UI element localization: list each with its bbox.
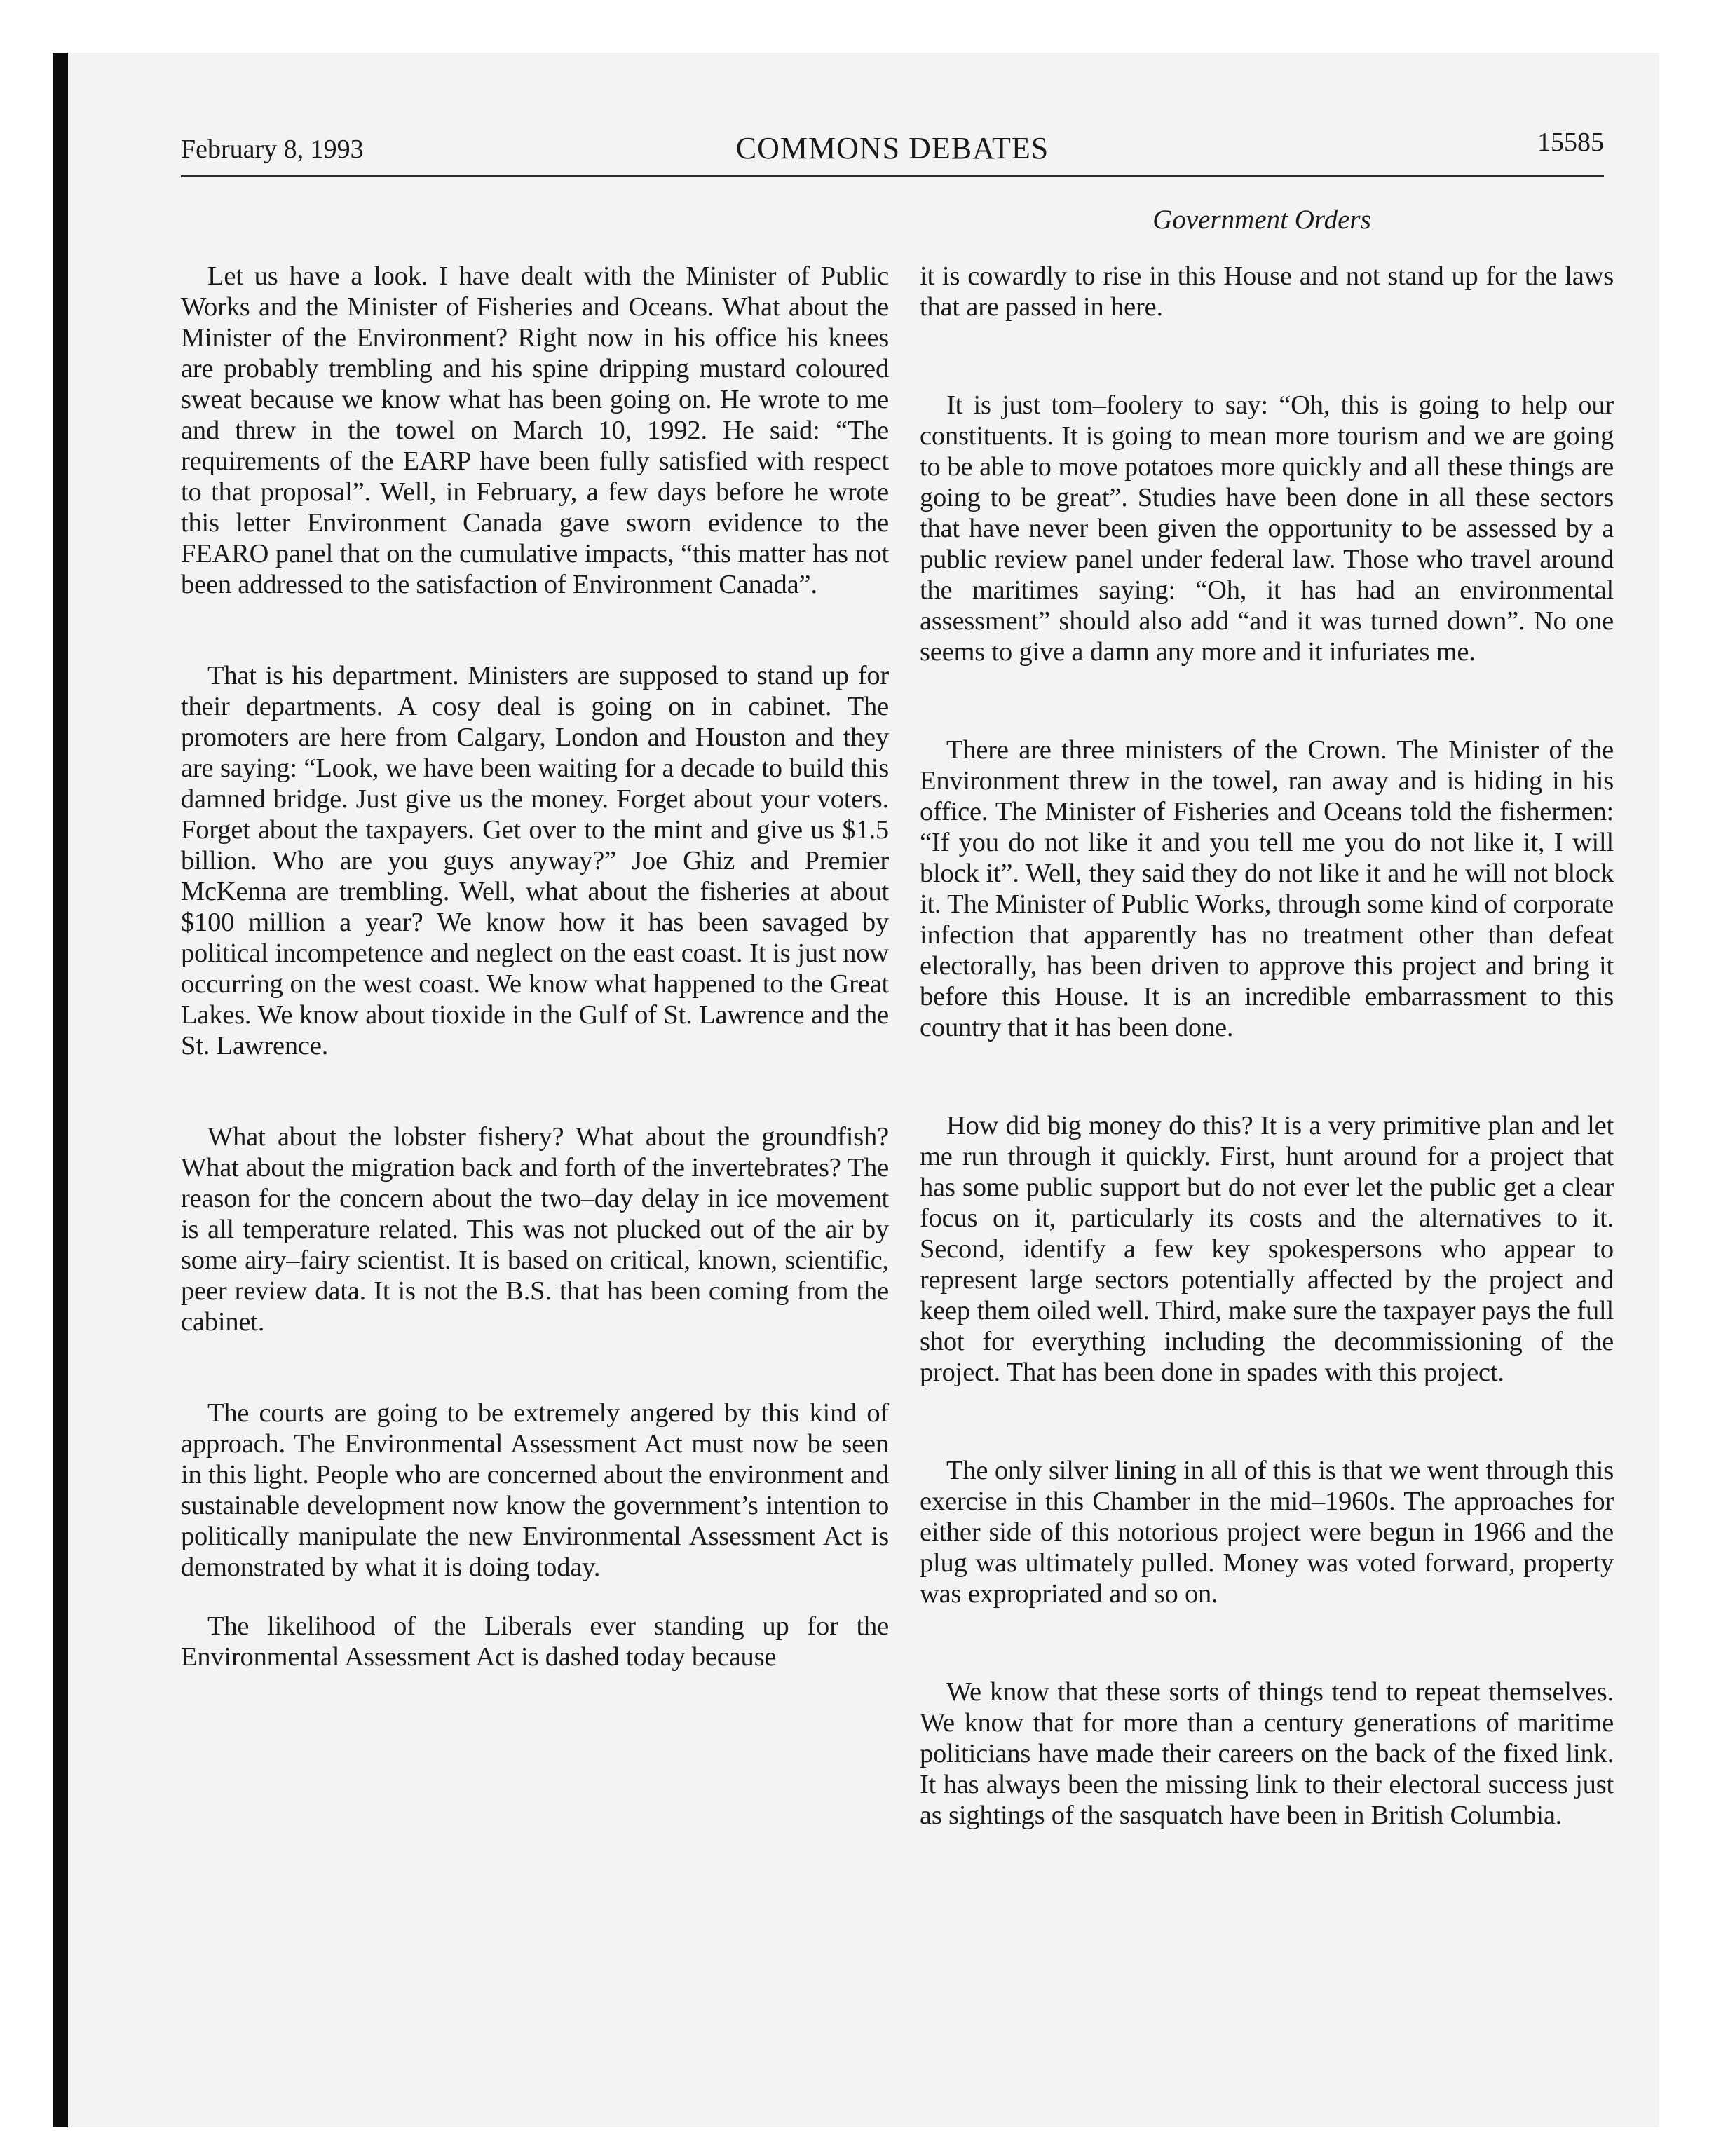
section-label: Government Orders (1152, 205, 1371, 235)
page-header (181, 125, 1604, 177)
header-title: COMMONS DEBATES (735, 131, 1049, 165)
paragraph: The likelihood of the Liberals ever standing up for the Environmental Assessment Act is dashed today because (181, 1611, 889, 1672)
paragraph: There are three ministers of the Crown. The Minister of the Environment threw in the towel, ran away and is hiding in his office. The Minister of Fisheries and Oceans told the fishermen: “If you do not like it and you tell me you do not like it, I will block it”. Well, they said they do not like it and he will not block it. The Minister of Public Works, through some kind of corporate infection that apparently has no treatment other than defeat electorally, has been driven to approve this project and bring it before this House. It is an incredible embarrassment to this country that it has been done. (920, 735, 1614, 1042)
paragraph: The courts are going to be extremely angered by this kind of approach. The Environmental Assessment Act must now be seen in this light. People who are concerned about the environment and sustainable development now know the government’s intention to politically manipulate the new Environmental Assessment Act is demonstrated by what it is doing today. (181, 1398, 889, 1582)
header-date: February 8, 1993 (181, 135, 364, 164)
paragraph: That is his department. Ministers are supposed to stand up for their departments. A cosy deal is going on in cabinet. The promoters are here from Calgary, London and Houston and they are saying: “Look, we have been waiting for a decade to build this damned bridge. Just give us the money. Forget about your voters. Forget about the taxpayers. Get over to the mint and give us $1.5 billion. Who are you guys anyway?” Joe Ghiz and Premier McKenna are trembling. Well, what about the fisheries at about $100 million a year? We know how it has been savaged by political incompetence and neglect on the east coast. It is just now occurring on the west coast. We know what happened to the Great Lakes. We know about tioxide in the Gulf of St. Lawrence and the St. Lawrence. (181, 661, 889, 1060)
page-number: 15585 (1537, 128, 1604, 157)
paragraph: Let us have a look. I have dealt with the Minister of Public Works and the Minister of Fisheries and Oceans. What about the Minister of the Environment? Right now in his office his knees are probably trembling and his spine dripping mustard coloured sweat because we know what has been going on. He wrote to me and threw in the towel on March 10, 1992. He said: “The requirements of the EARP have been fully satisfied with respect to that proposal”. Well, in February, a few days before he wrote this letter Environment Canada gave sworn evidence to the FEARO panel that on the cumulative impacts, “this matter has not been addressed to the satisfaction of Environment Canada”. (181, 261, 889, 599)
scan-edge (53, 53, 68, 2127)
right-column (920, 261, 1614, 1831)
paragraph: We know that these sorts of things tend to repeat themselves. We know that for more than a century generations of maritime politicians have made their careers on the back of the fixed link. It has always been the missing link to their electoral success just as sightings of the sasquatch have been in British Columbia. (920, 1677, 1614, 1830)
left-column (181, 261, 889, 1672)
paragraph: It is just tom–foolery to say: “Oh, this is going to help our constituents. It is going to mean more tourism and we are going to be able to move potatoes more quickly and all these things are going to be great”. Studies have been done in all these sectors that have never been given the opportunity to be assessed by a public review panel under federal law. Those who travel around the maritimes saying: “Oh, it has had an environmental assessment” should also add “and it was turned down”. No one seems to give a damn any more and it infuriates me. (920, 390, 1614, 667)
paragraph: The only silver lining in all of this is that we went through this exercise in this Chamber in the mid–1960s. The approaches for either side of this notorious project were begun in 1966 and the plug was ultimately pulled. Money was voted forward, property was expropriated and so on. (920, 1456, 1614, 1609)
paragraph: How did big money do this? It is a very primitive plan and let me run through it quickly. First, hunt around for a project that has some public support but do not ever let the public get a clear focus on it, particularly its costs and the alternatives to it. Second, identify a few key spokespersons who appear to represent large sectors potentially affected by the project and keep them oiled well. Third, make sure the taxpayer pays the full shot for everything including the decommissioning of the project. That has been done in spades with this project. (920, 1111, 1614, 1387)
paragraph: it is cowardly to rise in this House and not stand up for the laws that are passed in here. (920, 261, 1614, 322)
paragraph: What about the lobster fishery? What about the groundfish? What about the migration back and forth of the invertebrates? The reason for the concern about the two–day delay in ice movement is all temperature related. This was not plucked out of the air by some airy–fairy scientist. It is based on critical, known, scientific, peer review data. It is not the B.S. that has been coming from the cabinet. (181, 1122, 889, 1337)
